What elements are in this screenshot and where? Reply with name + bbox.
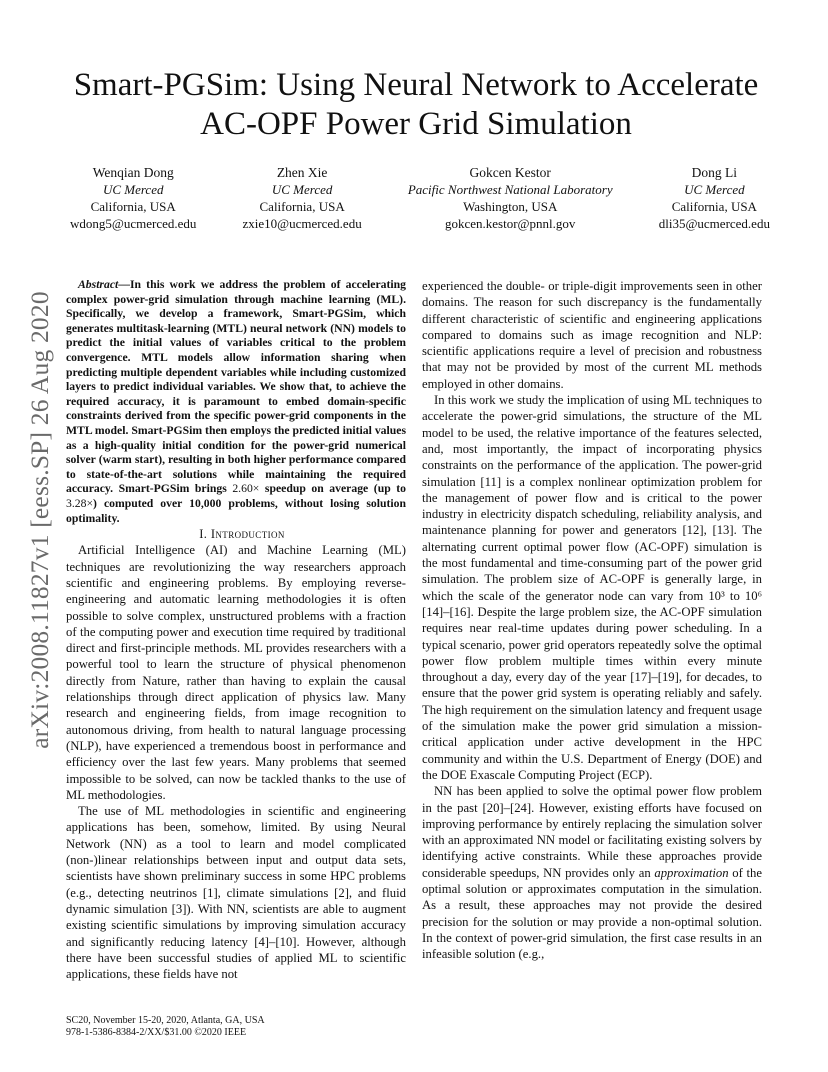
- paragraph: In this work we study the implication of using ML techniques to accelerate the power-grid simulations, the structure of the ML model to be used, the relative importance of the features selected, and, most importantly, the impact of incorporating physics constraints on the performance of the application. The power-grid simulation [11] is a complex nonlinear optimization problem for the management of power flow and is critical to the power industry in electricity dispatch scheduling, reliability analysis, and maintenance planning for power and generators [12], [13]. The alternating current optimal power flow (AC-OPF) simulation is the most fundamental and time-consuming part of the power grid simulation. The problem size of AC-OPF is generally large, in which the scale of the generator node can vary from 10³ to 10⁶ [14]–[16]. Despite the large problem size, the AC-OPF simulation requires near real-time updates during power scheduling. In a typical scenario, power grid operators repeatedly solve the optimal power flow problem multiple times within every minute throughout a day, every day of the year [17]–[19], for decades, to ensure that the power grid system is operating reliably and safely. The high requirement on the simulation latency and frequent usage of the simulation make the power grid simulation a mission-critical application under active development in the HPC community and within the U.S. Department of Energy (DOE) and the DOE Exascale Computing Project (ECP).: [422, 393, 762, 782]
- abstract-body-1: —In this work we address the problem of accelerating complex power-grid simulation through machine learning (ML). Specifically, we develop a framework, Smart-PGSim, which generates multitask-learning (MTL) neural network (NN) models to predict the initial values of variables critical to the problem convergence. MTL models allow information sharing when predicting multiple dependent variables while including customized layers to predict individual variables. We show that, to achieve the required accuracy, it is paramount to embed domain-specific constraints derived from the specific power-grid components in the MTL model. Smart-PGSim then employs the predicted initial values as a high-quality initial condition for the power-grid numerical solver (warm start), resulting in both higher performance compared to state-of-the-art solutions while maintaining the required accuracy. Smart-PGSim brings: [66, 278, 406, 496]
- author-name: Wenqian Dong: [92, 165, 174, 180]
- copyright-line: 978-1-5386-8384-2/XX/$31.00 ©2020 IEEE: [66, 1027, 247, 1038]
- right-column: [422, 278, 762, 962]
- abstract: [66, 278, 406, 526]
- author-email: gokcen.kestor@pnnl.gov: [445, 216, 576, 231]
- author-email: wdong5@ucmerced.edu: [70, 216, 197, 231]
- paragraph: Artificial Intelligence (AI) and Machine Learning (ML) techniques are revolutionizing the way researchers approach scientific and engineering problems. By employing reverse-engineering and automatic learning methodologies it is often possible to solve complex, unstructured problems with a fraction of the computing power and execution time required by traditional direct and first-principle methods. ML provides researchers with a powerful tool to learn the structure of physical phenomenon directly from Nature, rather than having to explain the causal relationships through direct application of physics law. Many research and engineering fields, from image recognition to autonomous driving, from health to natural language processing (NLP), have experienced a tremendous boost in performance and efficiency over the last few years. Many problems that seemed impossible to be solved, can now be tackled thanks to the use of ML methodologies.: [66, 543, 406, 802]
- section-number: I.: [199, 527, 208, 542]
- author-affiliation: UC Merced: [102, 182, 164, 197]
- author-email: zxie10@ucmerced.edu: [242, 216, 362, 231]
- paragraph: The use of ML methodologies in scientific and engineering applications has been, somehow, limited. By using Neural Network (NN) as a tool to learn and model complicated (non-)linear relationships between input and output data sets, scientists have shown preliminary success in some HPC problems (e.g., detecting neutrinos [1], climate simulations [2], and fluid dynamic simulation [3]). With NN, scientists are able to augment existing scientific simulations by improving simulation accuracy and significantly reducing latency [4]–[10]. However, although there have been successful studies of applied ML to scientific applications, these fields have not: [66, 804, 406, 982]
- author-email: dli35@ucmerced.edu: [658, 216, 770, 231]
- arxiv-side-identifier: [14, 255, 66, 785]
- author-affiliation: Pacific Northwest National Laboratory: [407, 182, 613, 197]
- arxiv-id-text: arXiv:2008.11827v1 [eess.SP] 26 Aug 2020: [25, 291, 54, 749]
- abstract-lead: Abstract: [78, 278, 119, 291]
- paragraph: experienced the double- or triple-digit improvements seen in other domains. The reason for such discrepancy is the fundamentally different characteristic of scientific and engineering applications compared to domains such as image recognition and NLP: scientific applications require a level of precision and robustness that may not be provided by most of the current ML methods employed in other domains.: [422, 279, 762, 391]
- section-title: Introduction: [210, 527, 285, 542]
- abstract-body-3: ) computed over 10,000 problems, without losing solution optimality.: [66, 496, 406, 525]
- paragraph-text: NN has been applied to solve the optimal power flow problem in the past [20]–[24]. However, existing efforts have focused on improving performance by entirely replacing the simulation solver with an approximated NN model or facilitating existing solvers by identifying active constraints. While these approaches provide considerable speedups, NN provides only an: [422, 784, 762, 880]
- paragraph-text: of the optimal solution or approximates computation in the simulation. As a result, these approaches may not provide the desired precision for the solution or may provide a non-optimal solution. In the context of power-grid simulation, the first case results in an infeasible solution (e.g.,: [422, 865, 762, 962]
- emphasis-approximation: approximation: [654, 865, 729, 880]
- author-name: Gokcen Kestor: [469, 165, 551, 180]
- author-name: Zhen Xie: [276, 165, 328, 180]
- author-location: California, USA: [90, 199, 176, 214]
- author-name: Dong Li: [691, 165, 738, 180]
- conference-line: SC20, November 15-20, 2020, Atlanta, GA, USA: [66, 1015, 265, 1026]
- author-1: [70, 164, 196, 232]
- author-2: [243, 164, 362, 232]
- author-location: California, USA: [671, 199, 757, 214]
- paragraph: [422, 783, 762, 962]
- author-affiliation: UC Merced: [271, 182, 333, 197]
- title-line-2: AC-OPF Power Grid Simulation: [200, 106, 632, 142]
- abstract-body-2: speedup on average (up to: [259, 482, 406, 496]
- author-3: [408, 164, 613, 232]
- author-location: California, USA: [259, 199, 345, 214]
- paper-title: [60, 66, 772, 144]
- title-line-1: Smart-PGSim: Using Neural Network to Accelerate: [73, 67, 759, 103]
- author-4: [659, 164, 770, 232]
- abstract-speedup-avg: 2.60×: [232, 482, 260, 496]
- section-heading-introduction: [66, 526, 406, 542]
- left-column: [66, 278, 406, 982]
- page-footer: [66, 1015, 265, 1039]
- author-location: Washington, USA: [463, 199, 558, 214]
- author-block: [70, 164, 770, 232]
- author-affiliation: UC Merced: [684, 182, 745, 197]
- abstract-speedup-max: 3.28×: [66, 496, 94, 510]
